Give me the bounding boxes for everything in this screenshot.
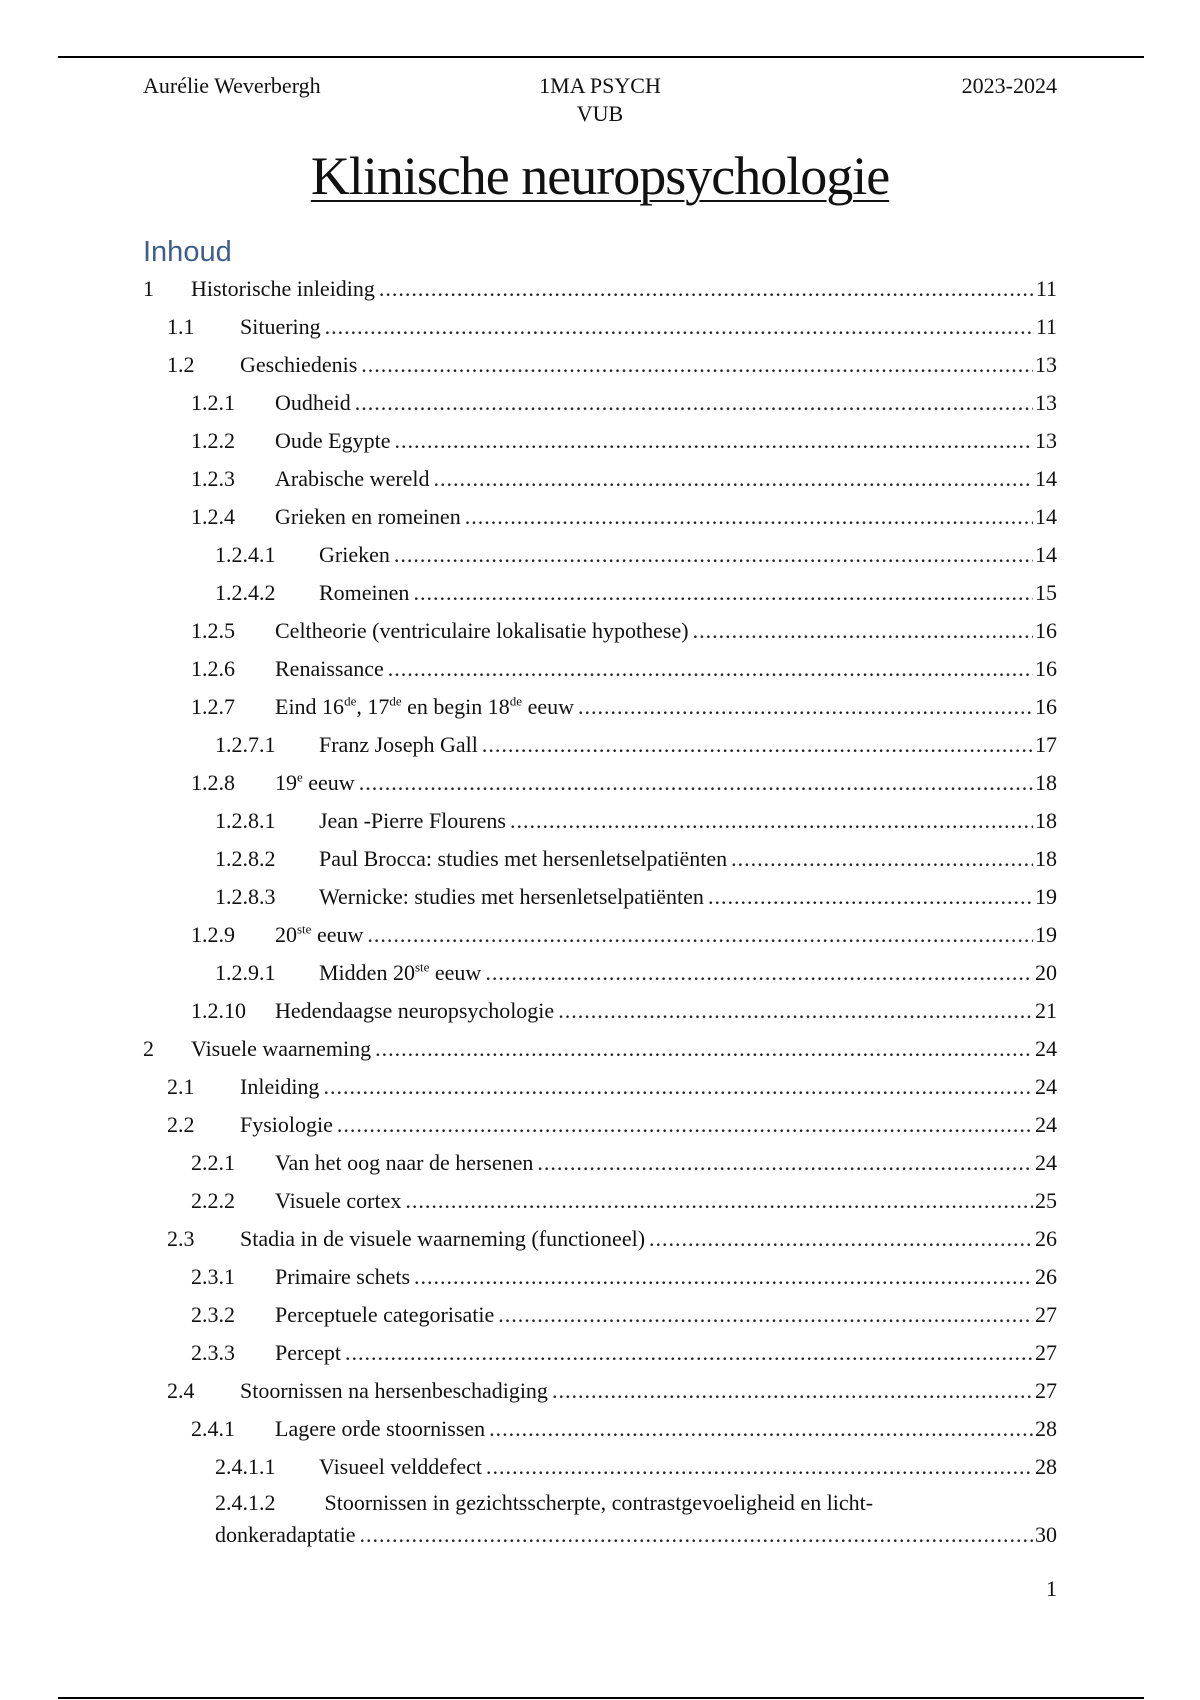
toc-text (319, 956, 481, 990)
toc-number: 1.2.8.1 (215, 808, 276, 833)
toc-number: 1.2.4.1 (215, 542, 276, 567)
top-rule (58, 56, 1144, 58)
toc-leader (465, 500, 1033, 534)
toc-page: 18 (1035, 808, 1057, 833)
toc-leader (693, 614, 1033, 648)
toc-page: 18 (1035, 770, 1057, 795)
toc-text (275, 690, 574, 724)
toc-text: Stadia in de visuele waarneming (functioneel) (240, 1226, 646, 1251)
toc-entry-1-2-6[interactable] (143, 652, 1057, 690)
toc-page: 19 (1035, 922, 1057, 947)
toc-page: 24 (1035, 1150, 1057, 1175)
toc-entry-1-2-9[interactable] (143, 918, 1057, 956)
toc-page: 18 (1035, 846, 1057, 871)
toc-entry-2-2[interactable] (143, 1108, 1057, 1146)
toc-number: 2 (143, 1036, 154, 1061)
page-number: 1 (1046, 1576, 1057, 1601)
toc-page: 26 (1035, 1226, 1057, 1251)
toc-entry-1-2-1[interactable] (143, 386, 1057, 424)
toc-leader (414, 1260, 1033, 1294)
toc-entry-2-3-3[interactable] (143, 1336, 1057, 1374)
toc-text: Arabische wereld (275, 466, 430, 491)
toc-text-part: en begin 18 (401, 694, 510, 719)
toc-text: Romeinen (319, 580, 410, 605)
toc-text: Visueel velddefect (319, 1454, 482, 1479)
toc-text (275, 918, 363, 952)
toc-superscript: ste (297, 921, 312, 937)
toc-entry-1-2-8-2[interactable] (143, 842, 1057, 880)
toc-text: Jean -Pierre Flourens (319, 808, 506, 833)
toc-entry-2-1[interactable] (143, 1070, 1057, 1108)
toc-page: 14 (1035, 542, 1057, 567)
toc-entry-1-2-8-1[interactable] (143, 804, 1057, 842)
toc-leader (360, 1518, 1034, 1552)
toc-number: 2.3.2 (191, 1302, 235, 1327)
toc-entry-2-3-1[interactable] (143, 1260, 1057, 1298)
toc-superscript: de (509, 693, 523, 709)
toc-page: 26 (1035, 1264, 1057, 1289)
toc-page: 27 (1035, 1378, 1057, 1403)
toc-entry-2-4-1[interactable] (143, 1412, 1057, 1450)
toc-page: 16 (1035, 694, 1057, 719)
toc-text: Celtheorie (ventriculaire lokalisatie hypothese) (275, 618, 689, 643)
toc-leader (649, 1222, 1033, 1256)
toc-page: 20 (1035, 960, 1057, 985)
toc-page: 27 (1035, 1302, 1057, 1327)
toc-entry-2[interactable] (143, 1032, 1057, 1070)
toc-page: 19 (1035, 884, 1057, 909)
toc-superscript: de (389, 693, 402, 709)
toc-entry-1-2[interactable] (143, 348, 1057, 386)
toc-page: 28 (1035, 1454, 1057, 1479)
toc-text: Situering (240, 314, 321, 339)
toc-leader (388, 652, 1033, 686)
toc-leader (510, 804, 1033, 838)
toc-number: 1.2.5 (191, 618, 235, 643)
toc-text: Renaissance (275, 656, 384, 681)
toc-number: 1.2.1 (191, 390, 235, 415)
toc-page: 25 (1035, 1188, 1057, 1213)
header-author: Aurélie Weverbergh (143, 73, 321, 98)
toc-superscript: e (297, 769, 303, 785)
bottom-rule (58, 1697, 1144, 1699)
toc-heading: Inhoud (143, 236, 232, 268)
toc-text: Hedendaagse neuropsychologie (275, 998, 555, 1023)
toc-number: 2.4.1 (191, 1416, 235, 1441)
toc-page: 30 (1035, 1522, 1057, 1547)
toc-leader (731, 842, 1033, 876)
toc-text: Wernicke: studies met hersenletselpatiënten (319, 884, 704, 909)
toc-text: Historische inleiding (191, 276, 375, 301)
toc-number: 1.2.2 (191, 428, 235, 453)
toc-number: 2.4.1.1 (215, 1454, 276, 1479)
toc-leader (486, 1450, 1033, 1484)
toc-text: Franz Joseph Gall (319, 732, 478, 757)
toc-leader (337, 1108, 1033, 1142)
toc-superscript: de (344, 693, 357, 709)
toc-superscript: ste (414, 959, 430, 975)
toc-entry-1-2-8[interactable] (143, 766, 1057, 804)
toc-page: 13 (1035, 352, 1057, 377)
toc-leader (375, 1032, 1033, 1066)
toc-leader (325, 310, 1033, 344)
toc-number: 1.2 (167, 352, 195, 377)
toc-number: 1.2.3 (191, 466, 235, 491)
toc-number: 1 (143, 276, 154, 301)
toc-entry-1[interactable] (143, 272, 1057, 310)
toc-page: 21 (1035, 998, 1057, 1023)
toc-leader (323, 1070, 1033, 1104)
toc-number: 2.4.1.2 (215, 1490, 276, 1515)
toc-number: 1.2.10 (191, 998, 246, 1023)
toc-text: Lagere orde stoornissen (275, 1416, 486, 1441)
toc-entry-1-2-7-1[interactable] (143, 728, 1057, 766)
toc-number: 1.1 (167, 314, 195, 339)
toc-entry-1-1[interactable] (143, 310, 1057, 348)
toc-page: 11 (1035, 314, 1057, 339)
toc-number: 2.3.1 (191, 1264, 235, 1289)
toc-leader (405, 1184, 1033, 1218)
document-title (0, 143, 1200, 209)
toc-page: 24 (1035, 1074, 1057, 1099)
toc-leader (355, 386, 1033, 420)
toc-leader (379, 272, 1033, 306)
toc-text: Oude Egypte (275, 428, 391, 453)
toc-text: Percept (275, 1340, 341, 1365)
header-course-line1: 1MA PSYCH (539, 73, 661, 98)
toc-leader (708, 880, 1033, 914)
toc-entry-1-2-10[interactable] (143, 994, 1057, 1032)
toc-leader (394, 538, 1033, 572)
toc-number: 2.2.1 (191, 1150, 235, 1175)
toc-text-part: Midden 20 (319, 960, 415, 985)
toc-text: Visuele cortex (275, 1188, 402, 1213)
toc-text-part: 20 (275, 922, 297, 947)
toc-leader (482, 728, 1033, 762)
toc-number: 1.2.8.2 (215, 846, 276, 871)
toc-page: 16 (1035, 656, 1057, 681)
toc-number: 2.3.3 (191, 1340, 235, 1365)
toc-page: 28 (1035, 1416, 1057, 1441)
toc-page: 14 (1035, 466, 1057, 491)
toc-text: Inleiding (240, 1074, 320, 1099)
toc-page: 11 (1035, 276, 1057, 301)
toc-leader (394, 424, 1033, 458)
toc-text: Primaire schets (275, 1264, 411, 1289)
toc-number: 2.3 (167, 1226, 195, 1251)
toc-text (275, 766, 355, 800)
toc-page: 24 (1035, 1112, 1057, 1137)
toc-leader (345, 1336, 1033, 1370)
toc-text: Grieken (319, 542, 390, 567)
toc-page: 27 (1035, 1340, 1057, 1365)
toc-entry-2-3-2[interactable] (143, 1298, 1057, 1336)
toc-leader (498, 1298, 1033, 1332)
toc-page: 24 (1035, 1036, 1057, 1061)
toc-entry-2-2-1[interactable] (143, 1146, 1057, 1184)
toc-number: 1.2.7 (191, 694, 235, 719)
toc-entry-1-2-7[interactable] (143, 690, 1057, 728)
toc-number: 1.2.9.1 (215, 960, 276, 985)
toc-text: Paul Brocca: studies met hersenletselpatiënten (319, 846, 728, 871)
toc-text-part: eeuw (522, 694, 574, 719)
toc-text-part: Eind 16 (275, 694, 345, 719)
toc-number: 2.1 (167, 1074, 195, 1099)
toc-leader (578, 690, 1033, 724)
toc-number: 1.2.7.1 (215, 732, 276, 757)
toc-leader (367, 918, 1033, 952)
toc-text: Van het oog naar de hersenen (275, 1150, 534, 1175)
toc-entry-2-2-2[interactable] (143, 1184, 1057, 1222)
toc-entry-2-4-1-2[interactable] (143, 1488, 1057, 1556)
toc-entry-1-2-3[interactable] (143, 462, 1057, 500)
toc-text: Stoornissen in gezichtsscherpte, contrastgevoeligheid en licht- (324, 1490, 874, 1515)
toc-number: 2.4 (167, 1378, 195, 1403)
toc-entry-line2 (215, 1518, 1057, 1552)
toc-leader (434, 462, 1033, 496)
table-of-contents (143, 272, 1057, 1556)
toc-number: 1.2.8.3 (215, 884, 276, 909)
toc-text: Fysiologie (240, 1112, 333, 1137)
toc-leader (359, 766, 1033, 800)
toc-text: Oudheid (275, 390, 351, 415)
toc-number: 1.2.6 (191, 656, 235, 681)
toc-leader (413, 576, 1033, 610)
toc-leader (361, 348, 1033, 382)
toc-entry-1-2-4[interactable] (143, 500, 1057, 538)
toc-number: 2.2.2 (191, 1188, 235, 1213)
toc-entry-2-3[interactable] (143, 1222, 1057, 1260)
toc-entry-1-2-9-1[interactable] (143, 956, 1057, 994)
header-course (143, 72, 1057, 128)
toc-text-part: eeuw (311, 922, 364, 947)
toc-page: 13 (1035, 428, 1057, 453)
toc-entry-2-4[interactable] (143, 1374, 1057, 1412)
toc-text: Perceptuele categorisatie (275, 1302, 495, 1327)
toc-number: 1.2.4 (191, 504, 235, 529)
toc-leader (489, 1412, 1033, 1446)
toc-entry-1-2-8-3[interactable] (143, 880, 1057, 918)
toc-number: 2.2 (167, 1112, 195, 1137)
toc-entry-1-2-4-1[interactable] (143, 538, 1057, 576)
toc-leader (485, 956, 1033, 990)
toc-number: 1.2.8 (191, 770, 235, 795)
toc-entry-1-2-5[interactable] (143, 614, 1057, 652)
toc-text-part: 19 (275, 770, 297, 795)
toc-page: 14 (1035, 504, 1057, 529)
toc-page: 17 (1035, 732, 1057, 757)
toc-text: Stoornissen na hersenbeschadiging (240, 1378, 548, 1403)
toc-entry-1-2-2[interactable] (143, 424, 1057, 462)
toc-leader (552, 1374, 1033, 1408)
toc-entry-2-4-1-1[interactable] (143, 1450, 1057, 1488)
toc-number: 1.2.4.2 (215, 580, 276, 605)
toc-page: 13 (1035, 390, 1057, 415)
toc-entry-1-2-4-2[interactable] (143, 576, 1057, 614)
toc-text-part: , 17 (356, 694, 390, 719)
toc-text: Grieken en romeinen (275, 504, 461, 529)
document-title-text: Klinische neuropsychologie (310, 146, 890, 206)
toc-text: Visuele waarneming (191, 1036, 372, 1061)
toc-page: 15 (1035, 580, 1057, 605)
toc-entry-line1 (215, 1488, 1057, 1518)
toc-text-part: eeuw (429, 960, 482, 985)
toc-text-continued: donkeradaptatie (215, 1522, 356, 1547)
toc-page: 16 (1035, 618, 1057, 643)
toc-number: 1.2.9 (191, 922, 235, 947)
header-year: 2023-2024 (961, 73, 1057, 98)
toc-text-part: eeuw (302, 770, 355, 795)
toc-leader (537, 1146, 1033, 1180)
header-course-line2: VUB (576, 101, 624, 126)
toc-leader (558, 994, 1033, 1028)
toc-text: Geschiedenis (240, 352, 358, 377)
